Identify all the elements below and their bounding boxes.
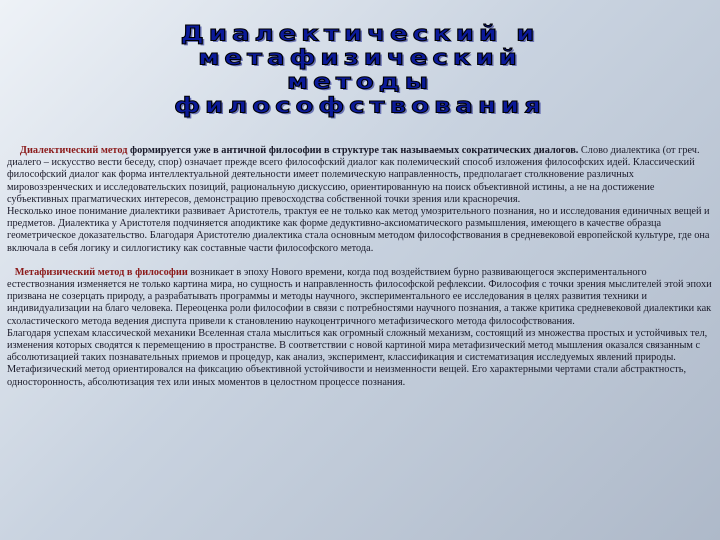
paragraph-aristotle xyxy=(7,206,713,255)
dialectic-method-term: Диалектический метод xyxy=(19,145,128,156)
title-line-2: метафизический xyxy=(198,45,522,71)
page-title xyxy=(0,22,720,118)
paragraph-mechanics xyxy=(7,328,713,389)
title-line-3: методы xyxy=(286,69,434,95)
metaphysical-text: возникает в эпоху Нового времени, когда под воздействием бурно развивающегося экспериментального естествознания изменяется не только картина мира, но сущность и направленность философской рефлексии. Философия с точки зрения мыслителей этой эпохи призвана не созерцать природу, а разрабатывать программы и методы научного, экспериментального ее исследования в целях развития техники и индивидуализации на благо человека. Переоценка роли философии в связи с потребностями научного познания, а также критика средневековой диалектики как схоластического метода ведения диспута привели к становлению наукоцентричного метафизического метода философствования. xyxy=(7,266,712,327)
metaphysical-method-term: Метафизический метод в философии xyxy=(14,266,188,278)
body-text xyxy=(7,145,713,389)
title-line-4: философствования xyxy=(174,93,546,119)
mechanics-text: Благодаря успехам классической механики Вселенная стала мыслиться как огромный сложный механизм, состоящий из множества простых и устойчивых тел, изменения которых сводятся к перемещению в пространстве. В соответствии с новой картиной мира метафизический метод мышления оказался связанным с абсолютизацией таких познавательных приемов и процедур, как анализ, эксперимент, классификация и систематизация исследуемых явлений природы. Метафизический метод ориентировался на фиксацию объективной устойчивости и неизменности вещей. Его характерными чертами стали абстрактность, односторонность, абсолютизация тех или иных моментов в целостном процессе познания. xyxy=(7,327,708,388)
dialectic-text: Слово диалектика (от греч. диалего – искусство вести беседу, спор) означает прежде всего философский диалог как полемический способ изложения философских идей. Классический философский диалог как форма интеллектуальной деятельности имеет полемическую направленность, предполагает столкновение различных мировоззренческих и исследовательских позиций, рациональную дискуссию, ориентированную на поиск объективной истины, а не на достижение субъективных прагматических интересов, демонстрацию превосходства собственной точки зрения или красноречия. xyxy=(7,145,700,205)
aristotle-text: Несколько иное понимание диалектики развивает Аристотель, трактуя ее не только как метод умозрительного познания, но и исследования единичных вещей и предметов. Диалектика у Аристотеля подчиняется аподиктике как форме дедуктивно-аксиоматического размышления, имеющего в качестве образца геометрическое доказательство. Благодаря Аристотелю диалектика стала основным методом философствования в средневековой европейской культуре, где она включала в себя логику и силлогистику как составные части философского метода. xyxy=(7,206,710,254)
paragraph-metaphysical xyxy=(7,267,713,328)
dialectic-intro: формируется уже в античной философии в структуре так называемых сократических диалогов. xyxy=(127,145,579,156)
paragraph-dialectic xyxy=(7,145,713,206)
title-line-1: Диалектический и xyxy=(180,21,540,47)
